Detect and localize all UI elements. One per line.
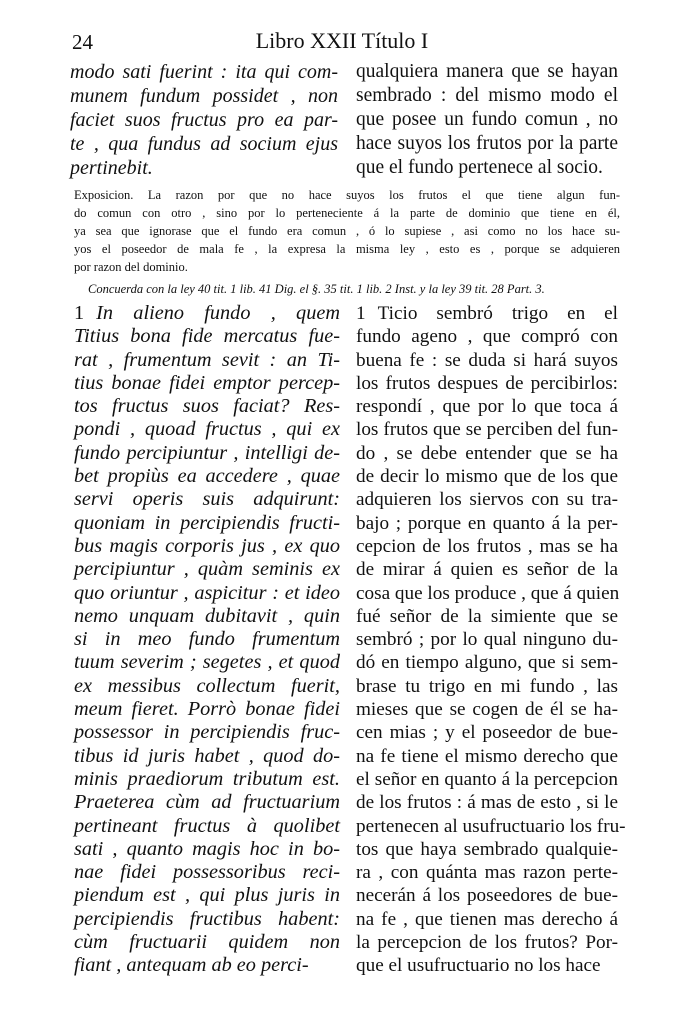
latin-line: nae fidei possessoribus reci-: [74, 861, 340, 884]
main-latin-column: [74, 302, 340, 978]
spanish-line: cosa que los produce , que á quien: [356, 582, 620, 604]
latin-line: fundo percipiuntur , intelligi de-: [74, 441, 340, 464]
spanish-line: los frutos que se perciben del fun-: [356, 419, 618, 441]
latin-line: percipiuntur , quàm seminis ex: [74, 558, 340, 581]
main-spanish-column: [356, 302, 626, 978]
latin-line: tos fructus suos faciat? Res-: [74, 395, 340, 418]
latin-line: tibus id juris habet , quod do-: [74, 744, 340, 767]
latin-line: servi operis suis adquirunt:: [74, 488, 340, 511]
top-spanish-column: [356, 60, 618, 180]
spanish-line: buena fe : se duda si hará suyos: [356, 349, 618, 371]
latin-line: percipiendis fructibus habent:: [74, 907, 340, 930]
latin-line: fiant , antequam ab eo perci-: [74, 954, 309, 977]
top-latin-column: [70, 60, 338, 180]
spanish-line: cen mias ; y el poseedor de bue-: [356, 722, 618, 744]
spanish-line: dó en tiempo alguno, que si sem-: [356, 652, 618, 674]
exposicion-line: do comun con otro , sino por lo perteneciente á la parte de dominio que tiene en él,: [74, 206, 620, 220]
spanish-line: que el fundo pertenece al socio.: [356, 157, 603, 178]
latin-line: possessor in percipiendis fruc-: [74, 721, 340, 744]
spanish-line: do , se debe entender que se ha: [356, 442, 618, 464]
running-title: Libro XXII Título I: [255, 28, 429, 53]
exposicion-line: por razon del dominio.: [74, 260, 188, 274]
spanish-line: fundo ageno , que compró con: [356, 326, 618, 348]
exposicion-line: Exposicion. La razon por que no hace suyos los frutos el que tiene algun fun-: [74, 188, 620, 202]
latin-line: ex messibus collectum fuerit,: [74, 674, 340, 697]
latin-line: modo sati fuerint : ita qui com-: [70, 61, 338, 83]
latin-line: meum fieret. Porrò bonae fidei: [74, 698, 340, 721]
latin-line: cùm fructuarii quidem non: [74, 931, 340, 954]
spanish-line: el señor en quanto á la percepcion: [356, 768, 618, 790]
spanish-line: [356, 302, 618, 325]
spanish-line: tos que haya sembrado qualquie-: [356, 838, 618, 860]
spanish-line: na fe tiene el mismo derecho que: [356, 745, 618, 767]
latin-line: minis praediorum tributum est.: [74, 767, 340, 790]
latin-line: munem fundum possidet , non: [70, 85, 338, 107]
spanish-line: fué señor de la simiente que se: [356, 605, 618, 627]
latin-line-text: In alieno fundo , quem: [96, 302, 340, 324]
spanish-line: mieses que se cogen de él se ha-: [356, 699, 618, 721]
spanish-line: necerán á los poseedores de bue-: [356, 885, 618, 907]
latin-line: quo oriuntur , aspicitur : et ideo: [74, 581, 340, 604]
paragraph-number: 1: [356, 303, 366, 324]
spanish-line: adquieren los siervos con su tra-: [356, 489, 618, 511]
spanish-line: qualquiera manera que se hayan: [356, 61, 618, 82]
latin-line: si in meo fundo frumentum: [74, 628, 340, 651]
page-header: [62, 28, 622, 58]
latin-line: quoniam in percipiendis fructi-: [74, 511, 340, 534]
spanish-line-text: Ticio sembró trigo en el: [377, 303, 618, 324]
latin-line: [74, 302, 340, 325]
page-number: 24: [72, 30, 93, 54]
spanish-line: pertenecen al usufructuario los fru-: [356, 815, 626, 837]
spanish-line: sembrado : del mismo modo el: [356, 85, 618, 106]
latin-line: tuum severim ; segetes , et quod: [74, 651, 340, 674]
spanish-line: que el usufructuario no los hace: [356, 955, 601, 977]
latin-line: faciet suos fructus pro ea par-: [70, 109, 338, 131]
spanish-line: de decir lo mismo que de los que: [356, 466, 618, 488]
spanish-line: bajo ; porque en quanto á la per-: [356, 512, 618, 534]
exposicion-line: ya sea que ignorase que el fundo era comun , ó lo supiese , asi como no los hace su-: [74, 224, 620, 238]
spanish-line: de mirar á quien es señor de la: [356, 559, 618, 581]
latin-line: rat , frumentum sevit : an Ti-: [74, 348, 340, 371]
spanish-line: los frutos despues de percibirlos:: [356, 372, 618, 394]
latin-line: bus magis corporis jus , ex quo: [74, 534, 340, 557]
spanish-line: cepcion de los frutos , mas se ha: [356, 535, 618, 557]
spanish-line: que posee un fundo comun , no: [356, 109, 618, 130]
paragraph-number: 1: [74, 302, 85, 324]
latin-line: te , qua fundus ad socium ejus: [70, 133, 338, 155]
latin-line: bet propiùs ea accedere , quae: [74, 465, 340, 488]
spanish-line: de los frutos : á mas de esto , si le: [356, 792, 618, 814]
latin-line: Praeterea cùm ad fructuarium: [74, 791, 340, 814]
spanish-line: la percepcion de los frutos? Por-: [356, 932, 618, 954]
exposicion-paragraph: [74, 186, 620, 276]
spanish-line: ra , con quánta mas razon perte-: [356, 862, 618, 884]
spanish-line: respondí , que por lo que toca á: [356, 396, 618, 418]
spanish-line: na fe , que tienen mas derecho á: [356, 908, 618, 930]
spanish-line: hace suyos los frutos por la parte: [356, 133, 618, 154]
latin-line: sati , quanto magis hoc in bo-: [74, 837, 340, 860]
latin-line: nemo unquam dubitavit , quin: [74, 604, 340, 627]
latin-line: Titius bona fide mercatus fue-: [74, 325, 340, 348]
spanish-line: sembró ; por lo qual ninguno du-: [356, 629, 618, 651]
spanish-line: brase tu trigo en mi fundo , las: [356, 675, 618, 697]
latin-line: tius bonae fidei emptor percep-: [74, 371, 340, 394]
latin-line: pertinebit.: [70, 157, 153, 179]
concordance-note: Concuerda con la ley 40 tit. 1 lib. 41 Dig. el §. 35 tit. 1 lib. 2 Inst. y la ley 39 tit. 28 Part. 3.: [88, 282, 545, 296]
latin-line: pondi , quoad fructus , qui ex: [74, 418, 340, 441]
latin-line: pertineant fructus à quolibet: [74, 814, 340, 837]
latin-line: piendum est , qui plus juris in: [74, 884, 340, 907]
exposicion-line: yos el poseedor de mala fe , la expresa la misma ley , esto es , porque se adquieren: [74, 242, 620, 256]
